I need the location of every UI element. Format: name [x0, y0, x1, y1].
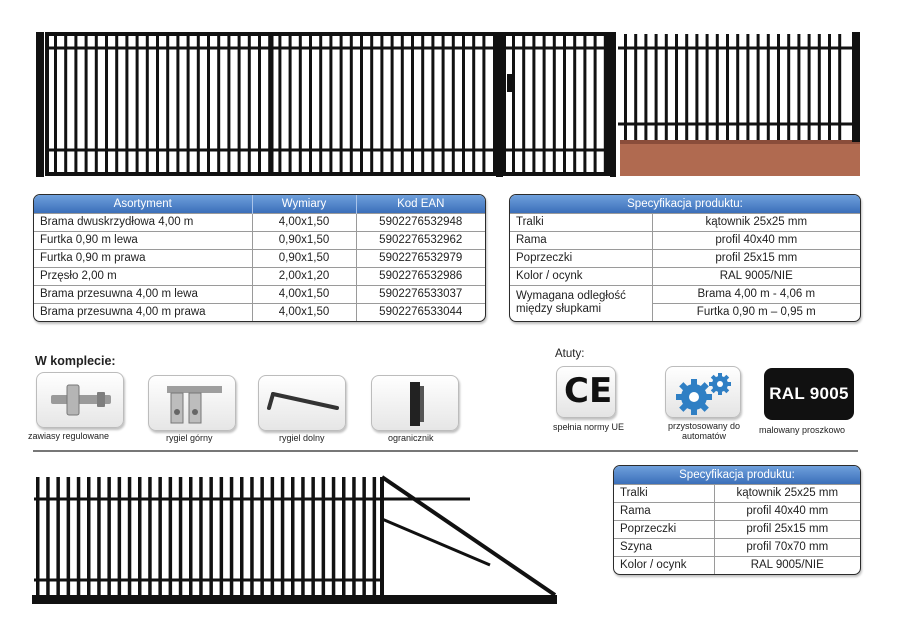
header-ean: Kod EAN: [356, 195, 485, 213]
table-row: Brama przesuwna 4,00 m prawa 4,00x1,50 5902276533044: [34, 303, 485, 321]
post-mid: [496, 32, 503, 177]
table-row: Brama dwuskrzydłowa 4,00 m 4,00x1,50 5902276532948: [34, 213, 485, 231]
table-row: Furtka 0,90 m – 0,95 m: [510, 303, 860, 321]
fence-bar: [299, 36, 302, 172]
fence-bar: [156, 36, 159, 172]
fence-bar: [74, 36, 77, 172]
section-divider: [33, 450, 858, 452]
automation-label: przystosowany do automatów: [668, 421, 741, 441]
automation-badge: [665, 366, 741, 418]
fence-bar: [217, 36, 220, 172]
ral-badge: RAL 9005: [764, 368, 854, 420]
fence-bar: [522, 36, 525, 172]
table-row: Rama profil 40x40 mm: [614, 502, 860, 520]
ce-mark: CE: [564, 371, 613, 411]
fence-bar: [238, 36, 241, 172]
upper-bolt-box: [148, 375, 236, 431]
post-left: [36, 32, 44, 177]
spacing-label: Wymagana odległość między słupkami: [510, 285, 652, 321]
fence-bar: [197, 36, 200, 172]
hinge-icon: [37, 373, 125, 429]
gears-icon: [666, 367, 742, 419]
lower-bolt-icon: [259, 376, 347, 432]
upper-bolt-icon: [149, 376, 237, 432]
fence-bar: [360, 36, 363, 172]
upper-bolt-label: rygiel górny: [166, 433, 213, 443]
assortment-table: [33, 194, 486, 322]
fence-bar: [563, 36, 566, 172]
in-set-heading: W komplecie:: [35, 354, 116, 368]
fence-bar: [54, 36, 57, 172]
ral-label: malowany proszkowo: [759, 425, 846, 435]
table-row: Poprzeczki profil 25x15 mm: [614, 520, 860, 538]
header-dimensions: Wymiary: [252, 195, 356, 213]
fence-bar: [309, 36, 312, 172]
table-row: Poprzeczki profil 25x15 mm: [510, 249, 860, 267]
fence-bar: [512, 36, 515, 172]
lower-bolt-label: rygiel dolny: [279, 433, 325, 443]
fence-bar: [227, 36, 230, 172]
fence-bar: [248, 36, 251, 172]
spec-table-title: Specyfikacja produktu:: [510, 195, 860, 213]
fence-bar: [482, 36, 485, 172]
sliding-gate-illustration: [30, 465, 570, 610]
fence-bar: [543, 36, 546, 172]
fence-bar: [380, 36, 383, 172]
spec-table-gate: [509, 194, 861, 322]
table-row: Kolor / ocynk RAL 9005/NIE: [510, 267, 860, 285]
gate-stop-label: ogranicznik: [388, 433, 434, 443]
fence-bar: [289, 36, 292, 172]
fence-bar: [319, 36, 322, 172]
post-wicket: [610, 32, 616, 177]
hinge-label: zawiasy regulowane: [28, 431, 110, 441]
fence-bar: [472, 36, 475, 172]
table-row: Tralki kątownik 25x25 mm: [614, 484, 860, 502]
table-row: Wymagana odległość między słupkami Brama 4,00 m - 4,06 m: [510, 285, 860, 303]
fence-bar: [329, 36, 332, 172]
fence-bar: [401, 36, 404, 172]
ce-label: spełnia normy UE: [553, 422, 625, 432]
fence-bar: [350, 36, 353, 172]
fence-bar: [278, 36, 281, 172]
fence-bar: [553, 36, 556, 172]
ce-badge: [556, 366, 616, 418]
fence-bar: [452, 36, 455, 172]
fence-bar: [166, 36, 169, 172]
table-row: Rama profil 40x40 mm: [510, 231, 860, 249]
table-row: Furtka 0,90 m prawa 0,90x1,50 5902276532979: [34, 249, 485, 267]
lower-bolt-box: [258, 375, 346, 431]
table-row: Szyna profil 70x70 mm: [614, 538, 860, 556]
spec-table-title: Specyfikacja produktu:: [614, 466, 860, 484]
hinge-box: [36, 372, 124, 428]
fence-bar: [573, 36, 576, 172]
fence-bar: [64, 36, 67, 172]
fence-bar: [370, 36, 373, 172]
fence-bar: [136, 36, 139, 172]
fence-bar: [207, 36, 210, 172]
fence-illustration-top: [30, 28, 870, 188]
wicket-gate-bars: [512, 36, 607, 172]
fence-bar: [431, 36, 434, 172]
fence-bar: [95, 36, 98, 172]
fence-bar: [391, 36, 394, 172]
table-row: Kolor / ocynk RAL 9005/NIE: [614, 556, 860, 574]
brick-wall: [620, 140, 860, 176]
fence-bar: [115, 36, 118, 172]
table-row: Przęsło 2,00 m 2,00x1,20 5902276532986: [34, 267, 485, 285]
table-row: Brama przesuwna 4,00 m lewa 4,00x1,50 5902276533037: [34, 285, 485, 303]
fence-bar: [146, 36, 149, 172]
fence-bar: [176, 36, 179, 172]
fence-bar: [594, 36, 597, 172]
fence-bar: [187, 36, 190, 172]
gate-stop-icon: [372, 376, 460, 432]
fence-bar: [105, 36, 108, 172]
table-row: Tralki kątownik 25x25 mm: [510, 213, 860, 231]
fence-bar: [85, 36, 88, 172]
fence-bar: [421, 36, 424, 172]
gate-stop-box: [371, 375, 459, 431]
spec-table-sliding-gate: [613, 465, 861, 575]
fence-bar: [125, 36, 128, 172]
fence-bar: [258, 36, 261, 172]
post-right: [852, 32, 860, 142]
advantages-heading: Atuty:: [555, 348, 585, 360]
fence-bar: [340, 36, 343, 172]
fence-bar: [442, 36, 445, 172]
table-row: Furtka 0,90 m lewa 0,90x1,50 5902276532962: [34, 231, 485, 249]
fence-bar: [462, 36, 465, 172]
fence-bar: [532, 36, 535, 172]
wicket-handle: [507, 74, 513, 92]
fence-bar: [411, 36, 414, 172]
header-assortment: Asortyment: [34, 195, 252, 213]
fence-bar: [583, 36, 586, 172]
